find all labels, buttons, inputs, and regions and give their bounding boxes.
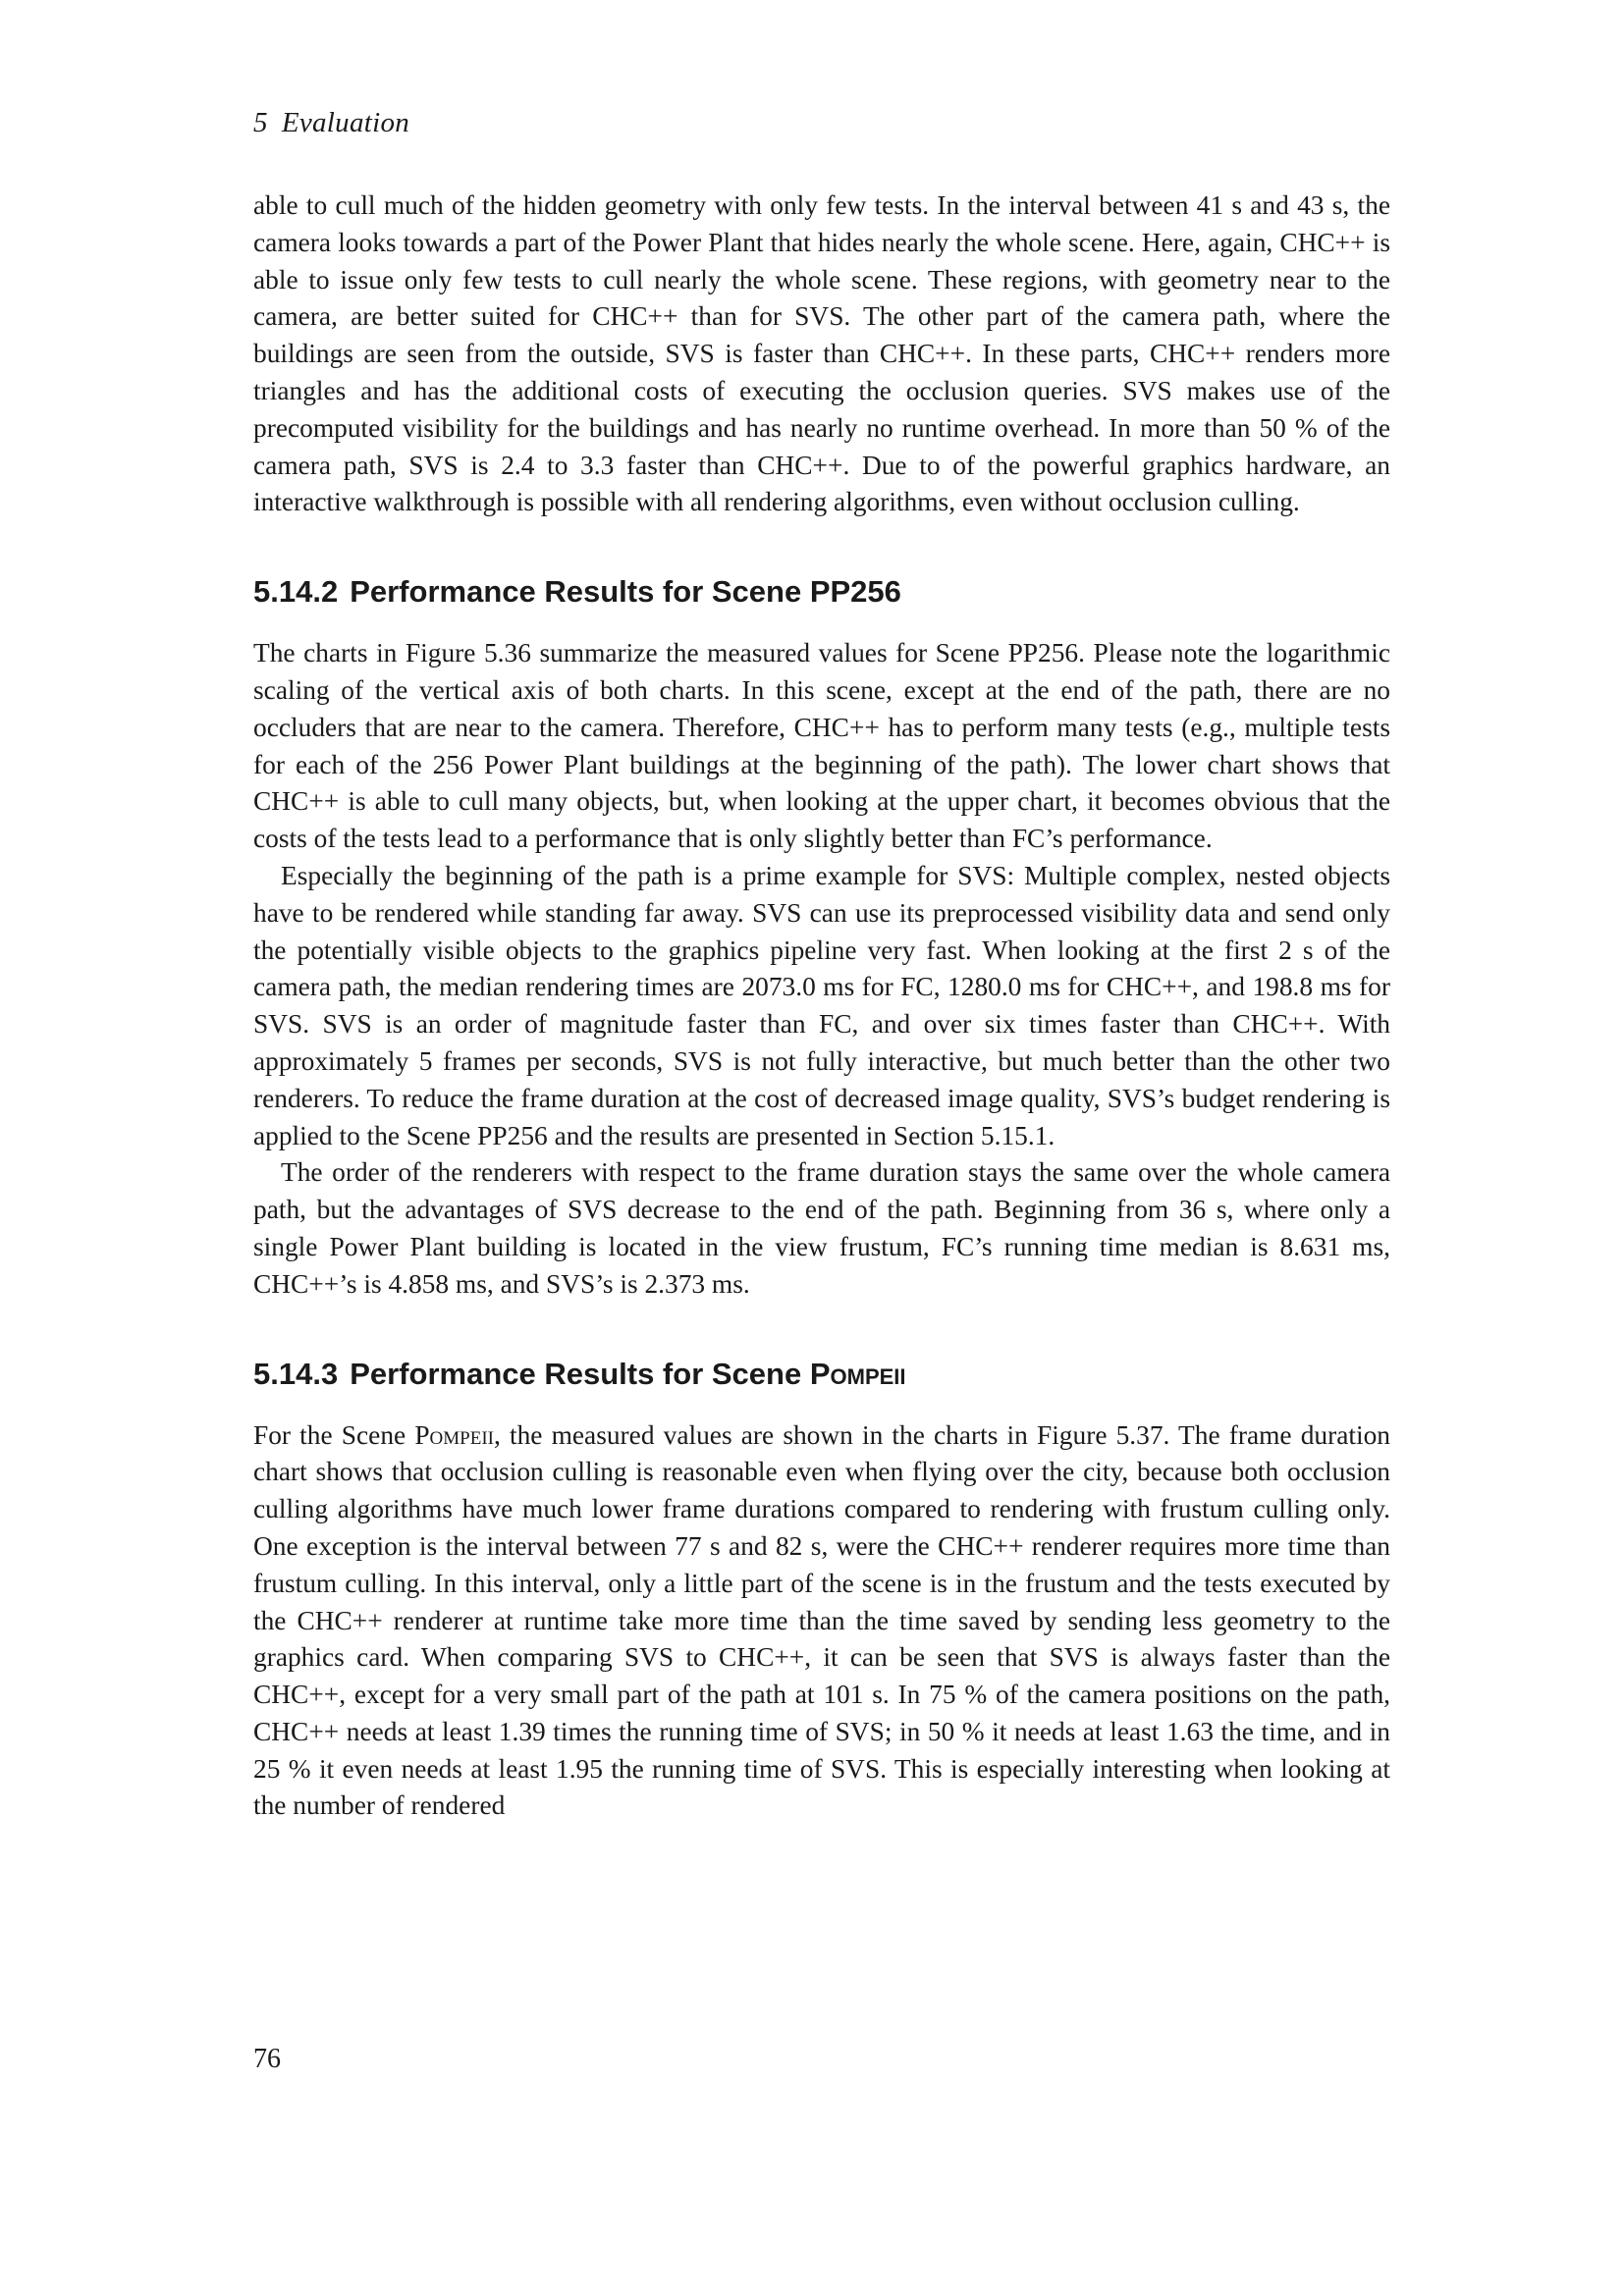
section-number: 5.14.3: [253, 1356, 339, 1391]
paragraph: The order of the renderers with respect to the frame duration stays the same over the whole camera path, but the advantages of SVS decrease to the end of the path. Beginning from 36 s, where only a single Power Plant building is located in the view frustum, FC’s running time median is 8.631 ms, CHC++’s is 4.858 ms, and SVS’s is 2.373 ms.: [253, 1157, 1390, 1299]
section-number: 5.14.2: [253, 574, 339, 610]
paragraph-lead: For the Scene: [253, 1419, 415, 1450]
chapter-number: 5: [253, 107, 268, 138]
section-title-prefix: Performance Results for Scene: [350, 1356, 810, 1391]
paragraph-continued: able to cull much of the hidden geometry with only few tests. In the interval between 41 s and 43 s, the camera looks towards a part of the Power Plant that hides nearly the whole scene. Here, again, CHC++ is able to issue only few tests to cull nearly the whole scene. These regions, with geometry near to the camera, are better suited for CHC++ than for SVS. The other part of the camera path, where the buildings are seen from the outside, SVS is faster than CHC++. In these parts, CHC++ renders more triangles and has the additional costs of executing the occlusion queries. SVS makes use of the precomputed visibility for the buildings and has nearly no runtime overhead. In more than 50 % of the camera path, SVS is 2.4 to 3.3 faster than CHC++. Due to of the powerful graphics hardware, an interactive walkthrough is possible with all rendering algorithms, even without occlusion culling.: [253, 190, 1390, 517]
running-head: [253, 103, 1390, 142]
chapter-title: Evaluation: [281, 107, 410, 138]
section-title-scene: Pompeii: [809, 1356, 906, 1391]
paragraph: The charts in Figure 5.36 summarize the measured values for Scene PP256. Please note the logarithmic scaling of the vertical axis of both charts. In this scene, except at the end of the path, there are no occluders that are near to the camera. Therefore, CHC++ has to perform many tests (e.g., multiple tests for each of the 256 Power Plant buildings at the beginning of the path). The lower chart shows that CHC++ is able to cull many objects, but, when looking at the upper chart, it becomes obvious that the costs of the tests lead to a performance that is only slightly better than FC’s performance.: [253, 638, 1390, 854]
section-heading-5-14-3: [253, 1355, 1390, 1394]
page-body: [253, 103, 1390, 1825]
section-heading-5-14-2: [253, 572, 1390, 612]
scene-name: Pompeii: [414, 1419, 494, 1450]
page-number: 76: [253, 2044, 281, 2074]
paragraph: Especially the beginning of the path is a prime example for SVS: Multiple complex, nested objects have to be rendered while standing far away. SVS can use its preprocessed visibility data and send only the potentially visible objects to the graphics pipeline very fast. When looking at the first 2 s of the camera path, the median rendering times are 2073.0 ms for FC, 1280.0 ms for CHC++, and 198.8 ms for SVS. SVS is an order of magnitude faster than FC, and over six times faster than CHC++. With approximately 5 frames per seconds, SVS is not fully interactive, but much better than the other two renderers. To reduce the frame duration at the cost of decreased image quality, SVS’s budget rendering is applied to the Scene PP256 and the results are presented in Section 5.15.1.: [253, 860, 1390, 1150]
paragraph: [253, 1417, 1390, 1826]
section-title: Performance Results for Scene PP256: [350, 574, 901, 610]
paragraph-rest: , the measured values are shown in the charts in Figure 5.37. The frame duration chart shows that occlusion culling is reasonable even when flying over the city, because both occlusion culling algorithms have much lower frame durations compared to rendering with frustum culling only. One exception is the interval between 77 s and 82 s, were the CHC++ renderer requires more time than frustum culling. In this interval, only a little part of the scene is in the frustum and the tests executed by the CHC++ renderer at runtime take more time than the time saved by sending less geometry to the graphics card. When comparing SVS to CHC++, it can be seen that SVS is always faster than the CHC++, except for a very small part of the path at 101 s. In 75 % of the camera positions on the path, CHC++ needs at least 1.39 times the running time of SVS; in 50 % it needs at least 1.63 the time, and in 25 % it even needs at least 1.95 the running time of SVS. This is especially interesting when looking at the number of rendered: [253, 1419, 1390, 1821]
